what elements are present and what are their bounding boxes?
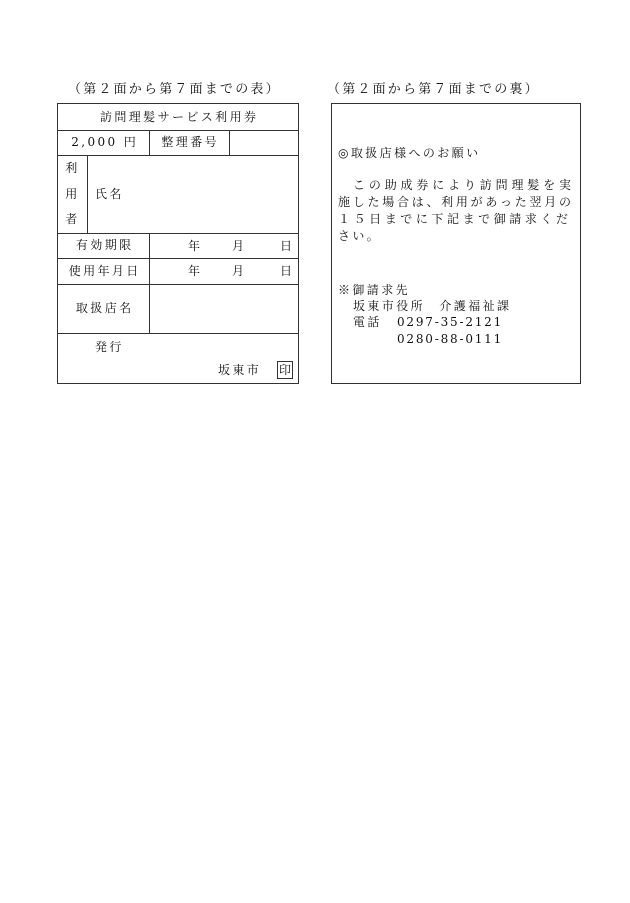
shop-name-field	[150, 285, 298, 333]
voucher-front	[57, 103, 299, 384]
voucher-title: 訪問理髪サービス利用券	[99, 109, 259, 124]
request-body-line: １５日までに下記まで御請求くだ	[338, 212, 570, 226]
request-body-line: この助成券により訪問理髪を実	[353, 178, 573, 192]
issuer-label: 発行	[95, 340, 124, 354]
seal-stamp: 印	[278, 363, 291, 377]
request-body-line: さい。	[338, 229, 382, 243]
serial-number-field	[230, 131, 298, 155]
name-field	[138, 156, 298, 233]
user-label	[58, 160, 87, 228]
voucher-amount: 2,000 円	[71, 135, 139, 149]
serial-number-label: 整理番号	[161, 135, 219, 149]
billing-title: ※御請求先	[338, 283, 411, 297]
divider	[58, 333, 298, 334]
use-date-year: 年	[188, 264, 203, 278]
phone-label: 電話	[353, 315, 382, 329]
divider	[87, 155, 88, 233]
use-date-month: 月	[232, 264, 247, 278]
name-label: 氏名	[95, 187, 124, 201]
user-label-char: 利	[65, 161, 80, 175]
expiry-year: 年	[188, 239, 203, 253]
back-heading: （第２面から第７面までの裏）	[327, 82, 540, 97]
front-heading: （第２面から第７面までの表）	[68, 82, 281, 97]
expiry-label: 有効期限	[75, 238, 134, 252]
user-label-char: 用	[65, 186, 80, 201]
voucher-back	[331, 103, 581, 384]
shop-name-label: 取扱店名	[75, 301, 134, 315]
expiry-day: 日	[280, 239, 295, 253]
use-date-label: 使用年月日	[68, 263, 141, 278]
billing-office: 坂東市役所 介護福祉課	[353, 299, 512, 313]
request-body-line: 施した場合は、利用があった翌月の	[338, 195, 573, 209]
expiry-month: 月	[232, 239, 247, 253]
issuer-name: 坂東市	[218, 363, 262, 377]
phone-number-1: 0297-35-2121	[397, 315, 504, 329]
request-title: ◎取扱店様へのお願い	[338, 146, 481, 160]
use-date-day: 日	[280, 264, 295, 278]
phone-number-2: 0280-88-0111	[397, 332, 504, 346]
user-label-char: 者	[65, 212, 80, 226]
